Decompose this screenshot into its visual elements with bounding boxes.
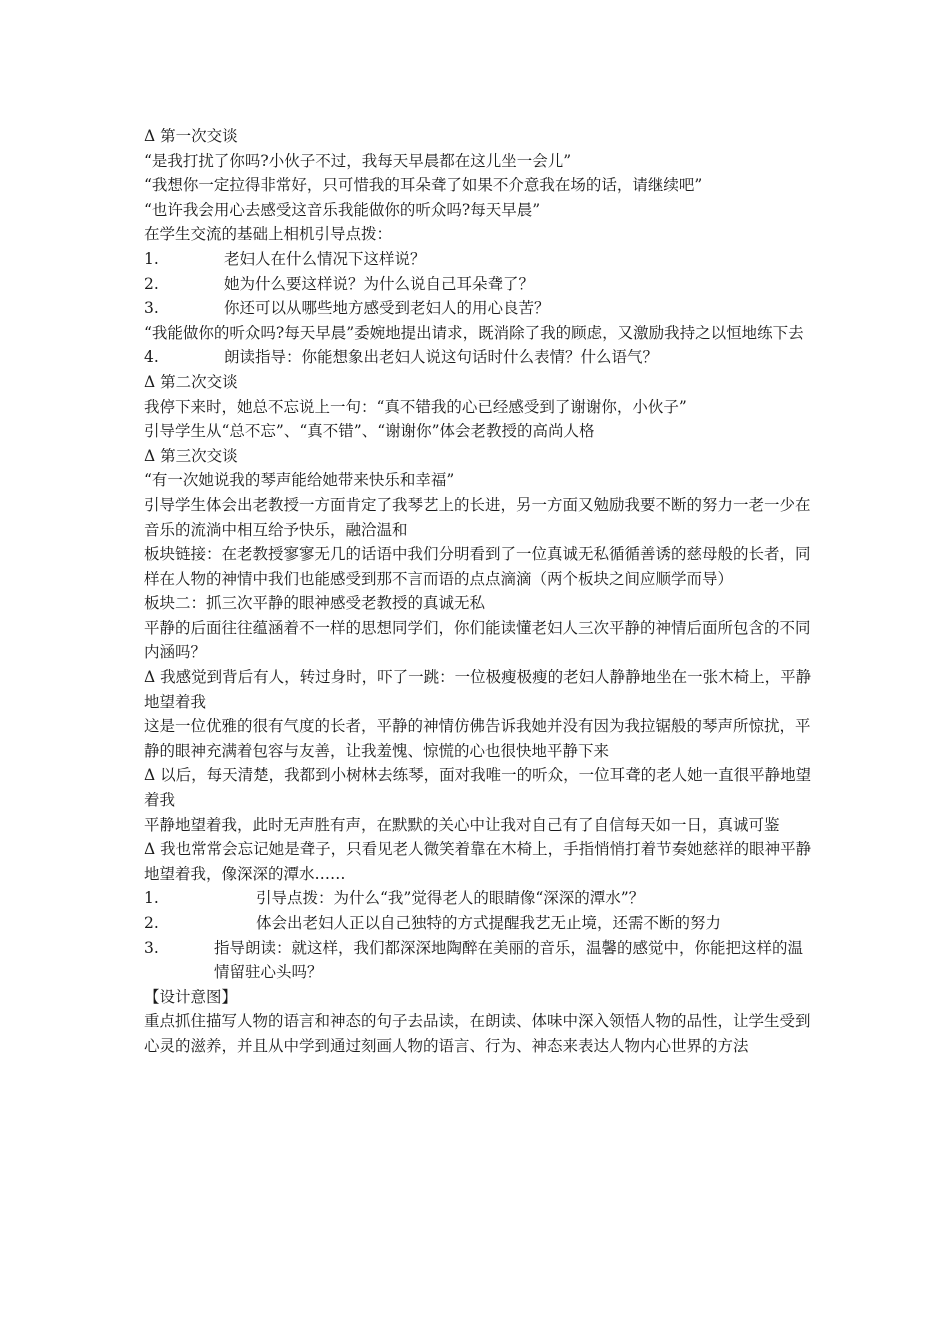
quote-line: “是我打扰了你吗?小伙子不过，我每天早晨都在这儿坐一会儿”	[144, 151, 572, 170]
list-number: 2.	[144, 914, 159, 932]
block-heading: 板块二：抓三次平静的眼神感受老教授的真诚无私	[144, 594, 486, 613]
list-text: 指导朗读：就这样，我们都深深地陶醉在美丽的音乐，温馨的感觉中，你能把这样的温情留驻心头吗？	[214, 938, 804, 982]
paragraph: 在学生交流的基础上相机引导点拨：	[144, 225, 393, 244]
list-text: 老妇人在什么情况下这样说？	[224, 249, 426, 268]
design-intent-heading: 【设计意图】	[144, 987, 238, 1006]
list-item	[144, 936, 814, 985]
quote-line: “我想你一定拉得非常好，只可惜我的耳朵聋了如果不介意我在场的话，请继续吧”	[144, 176, 703, 195]
paragraph: Δ 我也常常会忘记她是聋子，只看见老人微笑着靠在木椅上，手指悄悄打着节奏她慈祥的眼神平静地望着我，像深深的潭水……	[144, 840, 812, 883]
quote-line: “也许我会用心去感受这音乐我能做你的听众吗?每天早晨”	[144, 200, 541, 219]
section-heading-first-talk: Δ 第一次交谈	[144, 127, 238, 145]
list-number: 1.	[144, 889, 159, 908]
paragraph: 平静的后面往往蕴涵着不一样的思想同学们，你们能读懂老妇人三次平静的神情后面所包含的不同内涵吗？	[144, 618, 811, 662]
paragraph: 重点抓住描写人物的语言和神态的句子去品读，在朗读、体味中深入领悟人物的品性，让学生受到心灵的滋养，并且从中学到通过刻画人物的语言、行为、神态来表达人物内心世界的方法	[144, 1012, 811, 1055]
list-item	[144, 247, 814, 272]
list-item	[144, 911, 814, 936]
list-number: 3.	[144, 938, 159, 957]
section-heading-second-talk: Δ 第二次交谈	[144, 372, 238, 391]
list-text: 朗读指导：你能想象出老妇人说这句话时什么表情？什么语气？	[224, 348, 659, 367]
quote-line: “有一次她说我的琴声能给她带来快乐和幸福”	[144, 471, 455, 490]
paragraph: 这是一位优雅的很有气度的长者，平静的神情仿佛告诉我她并没有因为我拉锯般的琴声所惊扰，平静的眼神充满着包容与友善，让我羞愧、惊慌的心也很快地平静下来	[144, 717, 811, 760]
list-item	[144, 886, 814, 911]
list-text: 体会出老妇人正以自己独特的方式提醒我艺无止境，还需不断的努力	[256, 914, 722, 932]
paragraph: “我能做你的听众吗?每天早晨”委婉地提出请求，既消除了我的顾虑，又激励我持之以恒地练下去	[144, 323, 804, 342]
list-number: 2.	[144, 274, 159, 293]
list-item	[144, 272, 814, 297]
list-number: 1.	[144, 249, 159, 268]
list-item	[144, 296, 814, 321]
paragraph: 引导学生从“总不忘”、“真不错”、“谢谢你”体会老教授的高尚人格	[144, 422, 595, 441]
paragraph: 我停下来时，她总不忘说上一句：“真不错我的心已经感受到了谢谢你，小伙子”	[144, 397, 687, 416]
list-number: 3.	[144, 299, 159, 318]
list-text: 引导点拨：为什么“我”觉得老人的眼睛像“深深的潭水”？	[256, 889, 645, 908]
document-page	[144, 124, 814, 1059]
paragraph: Δ 以后，每天清楚，我都到小树林去练琴，面对我唯一的听众，一位耳聋的老人她一直很平静地望着我	[144, 766, 812, 810]
list-number: 4.	[144, 348, 159, 367]
paragraph: 引导学生体会出老教授一方面肯定了我琴艺上的长进，另一方面又勉励我要不断的努力一老一少在音乐的流淌中相互给予快乐，融洽温和	[144, 495, 811, 539]
list-text: 她为什么要这样说？为什么说自己耳朵聋了？	[224, 274, 535, 293]
list-text: 你还可以从哪些地方感受到老妇人的用心良苦？	[224, 299, 550, 318]
section-heading-third-talk: Δ 第三次交谈	[144, 446, 238, 465]
paragraph: Δ 我感觉到背后有人，转过身时，吓了一跳：一位极瘦极瘦的老妇人静静地坐在一张木椅上，平静地望着我	[144, 668, 812, 711]
paragraph: 平静地望着我，此时无声胜有声，在默默的关心中让我对自己有了自信每天如一日，真诚可鉴	[144, 815, 780, 834]
paragraph: 板块链接：在老教授寥寥无几的话语中我们分明看到了一位真诚无私循循善诱的慈母般的长者，同样在人物的神情中我们也能感受到那不言而语的点点滴滴（两个板块之间应顺学而导）	[144, 545, 811, 588]
list-item	[144, 345, 814, 370]
